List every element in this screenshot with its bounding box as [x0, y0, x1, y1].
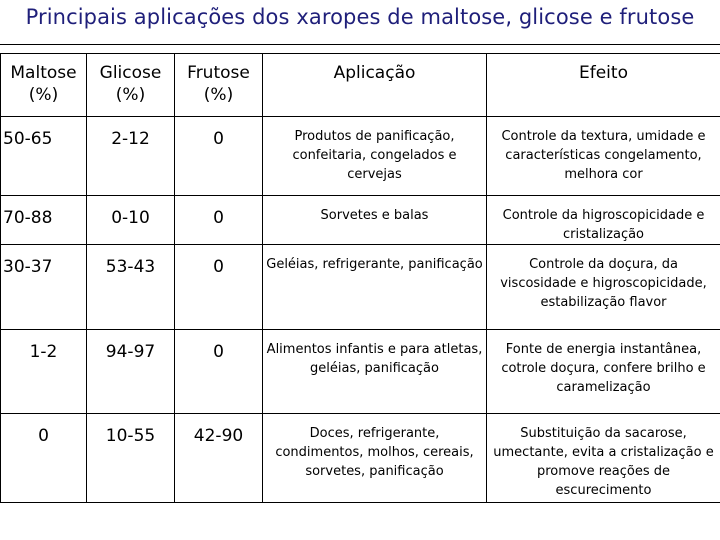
- cell-glicose: 10-55: [87, 414, 175, 503]
- cell-glicose: 0-10: [87, 196, 175, 245]
- cell-maltose: 50-65: [1, 117, 87, 196]
- header-maltose: Maltose (%): [1, 54, 87, 117]
- cell-glicose: 94-97: [87, 330, 175, 414]
- cell-frutose: 42-90: [175, 414, 263, 503]
- table-row: [1, 245, 720, 330]
- cell-aplicacao: Alimentos infantis e para atletas, geléias, panificação: [263, 330, 487, 414]
- header-frutose: Frutose (%): [175, 54, 263, 117]
- header-efeito: Efeito: [487, 54, 720, 117]
- header-aplicacao: Aplicação: [263, 54, 487, 117]
- cell-frutose: 0: [175, 330, 263, 414]
- cell-frutose: 0: [175, 117, 263, 196]
- table-row: [1, 414, 720, 503]
- table-header-row: [1, 54, 720, 117]
- cell-aplicacao: Produtos de panificação, confeitaria, congelados e cervejas: [263, 117, 487, 196]
- title-divider: [0, 44, 720, 45]
- header-glicose: Glicose (%): [87, 54, 175, 117]
- syrup-applications-table: [0, 53, 720, 503]
- cell-maltose: 0: [1, 414, 87, 503]
- cell-maltose: 30-37: [1, 245, 87, 330]
- cell-efeito: Fonte de energia instantânea, cotrole doçura, confere brilho e caramelização: [487, 330, 720, 414]
- table-row: [1, 330, 720, 414]
- cell-frutose: 0: [175, 196, 263, 245]
- cell-efeito: Controle da doçura, da viscosidade e higroscopicidade, estabilização flavor: [487, 245, 720, 330]
- cell-maltose: 1-2: [1, 330, 87, 414]
- cell-aplicacao: Sorvetes e balas: [263, 196, 487, 245]
- cell-aplicacao: Doces, refrigerante, condimentos, molhos, cereais, sorvetes, panificação: [263, 414, 487, 503]
- cell-glicose: 53-43: [87, 245, 175, 330]
- cell-efeito: Substituição da sacarose, umectante, evita a cristalização e promove reações de escurecimento: [487, 414, 720, 503]
- cell-efeito: Controle da textura, umidade e características congelamento, melhora cor: [487, 117, 720, 196]
- cell-frutose: 0: [175, 245, 263, 330]
- cell-efeito: Controle da higroscopicidade e cristalização: [487, 196, 720, 245]
- cell-maltose: 70-88: [1, 196, 87, 245]
- cell-glicose: 2-12: [87, 117, 175, 196]
- table-row: [1, 196, 720, 245]
- cell-aplicacao: Geléias, refrigerante, panificação: [263, 245, 487, 330]
- page-title: Principais aplicações dos xaropes de maltose, glicose e frutose: [25, 5, 695, 29]
- table-row: [1, 117, 720, 196]
